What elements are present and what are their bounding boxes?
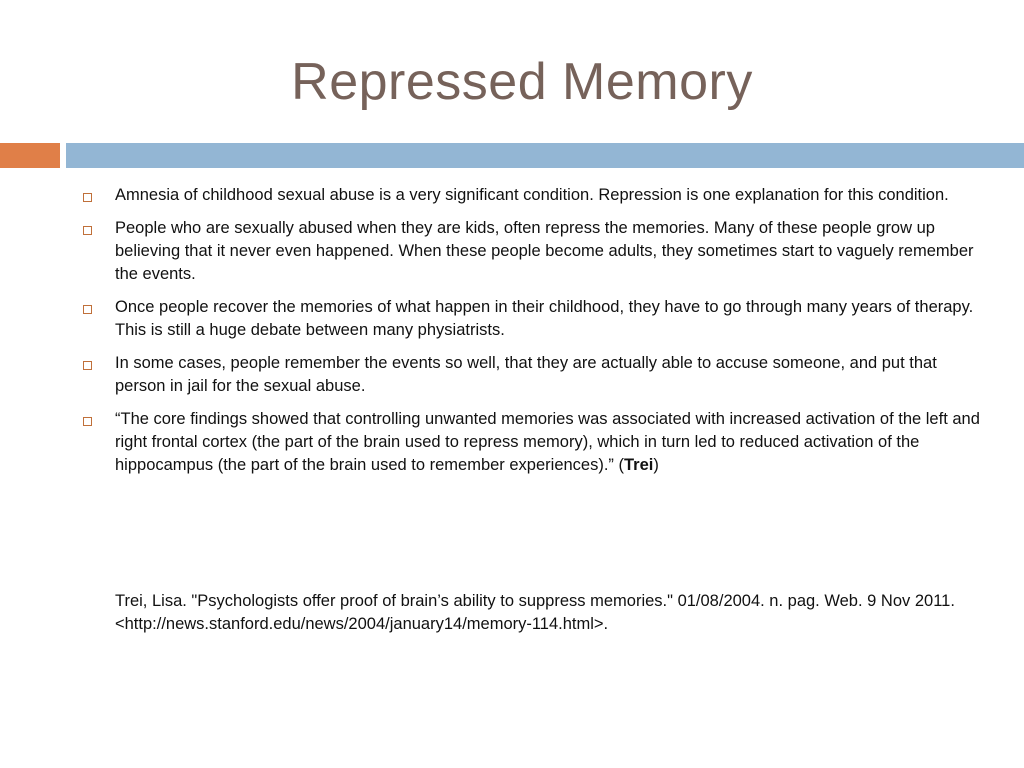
citation-close: ) [653, 456, 659, 474]
bullet-item [83, 408, 983, 477]
bullet-item [83, 184, 983, 207]
bullet-text: In some cases, people remember the events so well, that they are actually able to accuse someone, and put that person in jail for the sexual abuse. [115, 354, 937, 395]
square-bullet-icon [83, 193, 92, 202]
square-bullet-icon [83, 226, 92, 235]
accent-bar-blue [66, 143, 1024, 168]
bullet-list [83, 184, 983, 487]
square-bullet-icon [83, 305, 92, 314]
citation-author: Trei [624, 456, 654, 474]
bullet-item [83, 217, 983, 286]
reference-citation: Trei, Lisa. "Psychologists offer proof of brain’s ability to suppress memories." 01/08/2004. n. pag. Web. 9 Nov 2011. <http://news.stanford.edu/news/2004/january14/memory-114.html>. [115, 592, 955, 633]
bullet-text: Once people recover the memories of what happen in their childhood, they have to go through many years of therapy. This is still a huge debate between many physiatrists. [115, 298, 974, 339]
bullet-item [83, 352, 983, 398]
bullet-item [83, 296, 983, 342]
accent-bar-orange [0, 143, 60, 168]
bullet-text: “The core findings showed that controlling unwanted memories was associated with increased activation of the left and right frontal cortex (the part of the brain used to repress memory), which in turn led to reduced activation of the hippocampus (the part of the brain used to remember experiences).” ( [115, 410, 980, 474]
slide-title: Repressed Memory [291, 53, 753, 111]
bullet-text: People who are sexually abused when they are kids, often repress the memories. Many of these people grow up believing that it never even happened. When these people become adults, they sometimes start to vaguely remember the events. [115, 219, 974, 283]
square-bullet-icon [83, 417, 92, 426]
square-bullet-icon [83, 361, 92, 370]
bullet-text: Amnesia of childhood sexual abuse is a very significant condition. Repression is one explanation for this condition. [115, 186, 949, 204]
